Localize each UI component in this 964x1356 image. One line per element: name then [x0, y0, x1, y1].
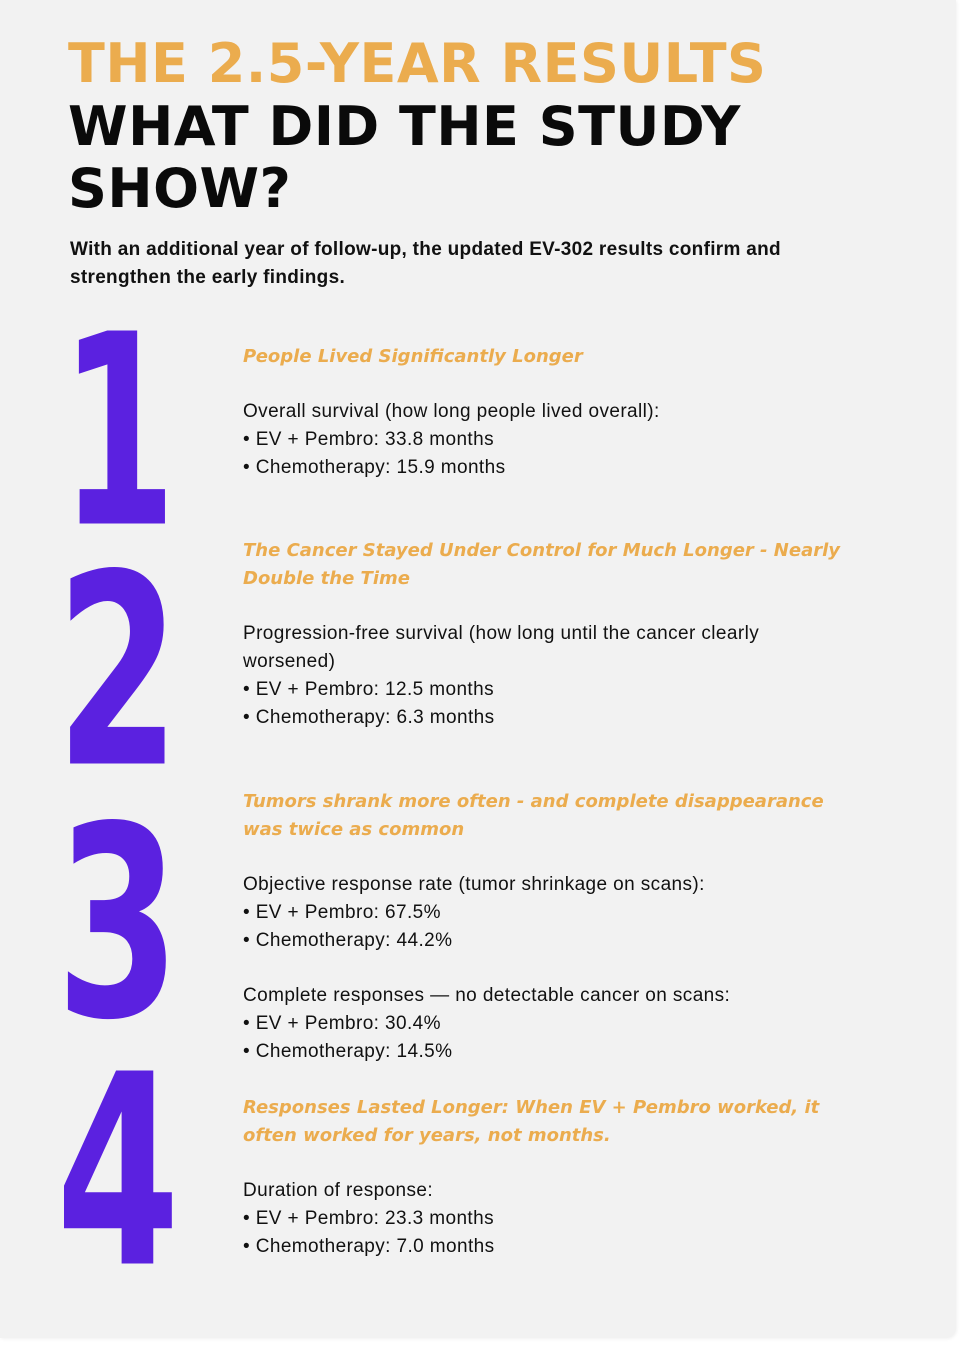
section-lead-complete-responses: Complete responses — no detectable cancer on scans: — [243, 985, 731, 1006]
section-objective-response — [243, 788, 843, 1066]
section-lead: Objective response rate (tumor shrinkage on scans): — [243, 874, 705, 895]
bullet-chemotherapy: • Chemotherapy: 44.2% — [243, 930, 453, 951]
section-body — [243, 871, 843, 1066]
page-title: WHAT DID THE STUDY SHOW? — [68, 95, 741, 220]
bullet-chemotherapy: • Chemotherapy: 6.3 months — [243, 707, 495, 728]
section-number-1: 1 — [60, 277, 177, 587]
spacer — [243, 955, 843, 982]
section-progression-free-survival — [243, 537, 843, 732]
section-overall-survival — [243, 343, 843, 482]
section-heading: The Cancer Stayed Under Control for Much Longer - Nearly Double the Time — [243, 540, 840, 589]
bullet-ev-pembro: • EV + Pembro: 67.5% — [243, 902, 441, 923]
section-lead: Overall survival (how long people lived overall): — [243, 401, 660, 422]
bullet-chemotherapy: • Chemotherapy: 7.0 months — [243, 1236, 495, 1257]
bullet-ev-pembro: • EV + Pembro: 30.4% — [243, 1013, 441, 1034]
section-duration-of-response — [243, 1094, 843, 1261]
intro-text: With an additional year of follow-up, the updated EV-302 results confirm and strengthen the early findings. — [70, 239, 781, 288]
section-body — [243, 620, 843, 732]
section-body — [243, 1177, 843, 1261]
title-highlight: THE 2.5-YEAR RESULTS — [68, 32, 767, 95]
bullet-chemotherapy: • Chemotherapy: 14.5% — [243, 1041, 453, 1062]
section-heading: Tumors shrank more often - and complete disappearance was twice as common — [243, 791, 824, 840]
section-number-3: 3 — [56, 769, 180, 1079]
section-heading: Responses Lasted Longer: When EV + Pembro worked, it often worked for years, not months. — [243, 1097, 820, 1146]
section-lead: Progression-free survival (how long until the cancer clearly worsened) — [243, 623, 760, 672]
bullet-ev-pembro: • EV + Pembro: 12.5 months — [243, 679, 494, 700]
bullet-chemotherapy: • Chemotherapy: 15.9 months — [243, 457, 506, 478]
section-number-4: 4 — [56, 1017, 180, 1327]
section-body — [243, 398, 843, 482]
section-heading: People Lived Significantly Longer — [243, 346, 583, 367]
bullet-ev-pembro: • EV + Pembro: 33.8 months — [243, 429, 494, 450]
section-lead: Duration of response: — [243, 1180, 434, 1201]
section-number-2: 2 — [56, 517, 180, 827]
bullet-ev-pembro: • EV + Pembro: 23.3 months — [243, 1208, 494, 1229]
